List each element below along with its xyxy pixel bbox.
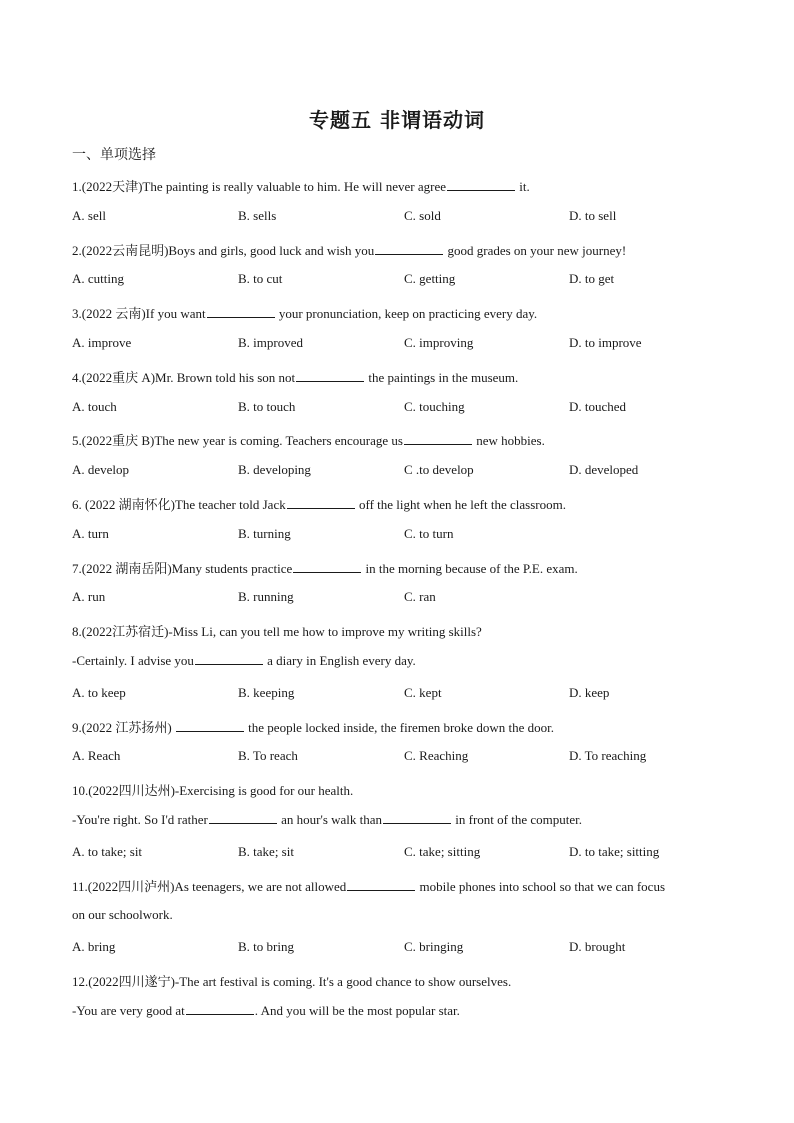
- option-c: C. bringing: [404, 939, 464, 955]
- answer-blank: [347, 879, 415, 891]
- question-10-line-1: [72, 780, 353, 799]
- option-a: A. to take; sit: [72, 843, 143, 859]
- option-b: B. take; sit: [238, 843, 294, 859]
- question-text: . And you will be the most popular star.: [254, 1002, 460, 1018]
- option-a: A. run: [72, 589, 106, 605]
- answer-blank: [207, 306, 275, 318]
- option-b: B. turning: [238, 525, 291, 541]
- question-text: on our schoolwork.: [72, 907, 173, 923]
- question-text: the paintings in the museum.: [365, 369, 519, 385]
- question-text: 1.(2022天津)The painting is really valuable to him. He will never agree: [72, 179, 446, 194]
- question-text: in the morning because of the P.E. exam.: [362, 560, 578, 576]
- option-d: D. keep: [569, 684, 610, 700]
- question-text: 10.(2022四川达州)-Exercising is good for our health.: [72, 783, 354, 799]
- question-text: 12.(2022四川遂宁)-The art festival is coming. It's a good chance to show ourselves.: [72, 974, 512, 989]
- option-c: C. Reaching: [404, 748, 469, 764]
- question-2-options: [72, 271, 752, 289]
- option-a: A. touch: [72, 398, 117, 414]
- question-text: good grades on your new journey!: [444, 242, 627, 258]
- question-9-line-1: [72, 717, 554, 736]
- question-6-line-1: [72, 494, 566, 513]
- option-a: A. sell: [72, 207, 106, 223]
- option-b: B. to touch: [238, 398, 296, 414]
- question-text: a diary in English every day.: [263, 653, 416, 668]
- question-2-line-1: [72, 240, 626, 259]
- question-10-options: [72, 844, 752, 862]
- section-heading: 一、单项选择: [72, 147, 156, 163]
- question-8-line-2: [72, 653, 416, 669]
- question-5-line-1: [72, 430, 545, 449]
- question-text: mobile phones into school so that we can focus: [416, 878, 666, 894]
- answer-blank: [375, 243, 443, 255]
- question-7-options: [72, 589, 752, 607]
- question-text: 5.(2022重庆 B)The new year is coming. Teachers encourage us: [72, 433, 403, 449]
- question-text: 8.(2022江苏宿迁)-Miss Li, can you tell me how to improve my writing skills?: [72, 624, 482, 640]
- question-6-options: [72, 526, 752, 544]
- question-5-options: [72, 462, 752, 480]
- question-4-line-1: [72, 367, 518, 386]
- option-a: A. Reach: [72, 748, 121, 764]
- answer-blank: [383, 812, 451, 824]
- question-text: the people locked inside, the firemen broke down the door.: [244, 719, 554, 735]
- question-11-options: [72, 939, 752, 957]
- question-text: -You're right. So I'd rather: [72, 812, 208, 827]
- option-a: A. bring: [72, 939, 116, 955]
- option-c: C .to develop: [404, 462, 474, 478]
- question-text: 3.(2022 云南)If you want: [72, 306, 206, 322]
- option-a: A. to keep: [72, 684, 126, 700]
- question-10-line-2: [72, 812, 582, 828]
- question-text: your pronunciation, keep on practicing every day.: [275, 306, 538, 322]
- option-a: A. cutting: [72, 271, 124, 287]
- question-text: off the light when he left the classroom.: [355, 497, 566, 512]
- question-12-line-1: [72, 971, 511, 990]
- answer-blank: [296, 370, 364, 382]
- option-c: C. touching: [404, 398, 465, 414]
- option-b: B. improved: [238, 335, 303, 350]
- option-b: B. developing: [238, 462, 311, 478]
- question-12-line-2: [72, 1003, 460, 1019]
- option-d: D. to sell: [569, 207, 617, 223]
- answer-blank: [404, 433, 472, 445]
- question-text: it.: [516, 179, 530, 194]
- question-9-options: [72, 748, 752, 766]
- option-c: C. getting: [404, 271, 456, 287]
- question-11-line-1: [72, 876, 665, 895]
- option-c: C. take; sitting: [404, 843, 481, 859]
- answer-blank: [209, 812, 277, 824]
- option-a: A. turn: [72, 525, 109, 541]
- option-d: D. to get: [569, 271, 615, 287]
- option-d: D. to improve: [569, 335, 642, 350]
- question-text: 7.(2022 湖南岳阳)Many students practice: [72, 560, 293, 576]
- option-c: C. sold: [404, 207, 441, 223]
- option-b: B. To reach: [238, 748, 298, 764]
- page-title: 专题五 非谓语动词: [309, 108, 485, 132]
- question-4-options: [72, 399, 752, 417]
- question-8-options: [72, 685, 752, 703]
- option-b: B. to bring: [238, 939, 294, 955]
- option-d: D. touched: [569, 398, 627, 414]
- question-3-options: [72, 335, 752, 353]
- option-d: D. brought: [569, 939, 626, 955]
- question-8-line-1: [72, 621, 482, 640]
- option-c: C. improving: [404, 335, 474, 350]
- option-b: B. keeping: [238, 684, 295, 700]
- answer-blank: [293, 561, 361, 573]
- question-text: -Certainly. I advise you: [72, 653, 194, 668]
- question-1-options: [72, 208, 752, 226]
- question-text: new hobbies.: [472, 433, 545, 449]
- option-d: D. To reaching: [569, 748, 647, 764]
- question-text: 6. (2022 湖南怀化)The teacher told Jack: [72, 497, 286, 512]
- question-7-line-1: [72, 558, 578, 577]
- question-text: -You are very good at: [72, 1002, 185, 1018]
- option-a: A. develop: [72, 462, 130, 478]
- option-b: B. running: [238, 589, 294, 605]
- question-11-line-2: [72, 907, 173, 923]
- option-b: B. to cut: [238, 271, 283, 287]
- question-text: 11.(2022四川泸州)As teenagers, we are not allowed: [72, 878, 347, 894]
- question-text: in front of the computer.: [452, 812, 582, 827]
- answer-blank: [287, 497, 355, 509]
- question-1-line-1: [72, 176, 530, 195]
- question-3-line-1: [72, 303, 537, 322]
- question-text: 9.(2022 江苏扬州): [72, 719, 175, 735]
- option-c: C. ran: [404, 589, 436, 605]
- option-b: B. sells: [238, 207, 277, 223]
- option-d: D. developed: [569, 462, 639, 478]
- question-text: 4.(2022重庆 A)Mr. Brown told his son not: [72, 369, 296, 385]
- option-d: D. to take; sitting: [569, 843, 660, 859]
- answer-blank: [176, 720, 244, 732]
- option-a: A. improve: [72, 335, 132, 350]
- answer-blank: [195, 653, 263, 665]
- option-c: C. kept: [404, 684, 442, 700]
- answer-blank: [447, 179, 515, 191]
- option-c: C. to turn: [404, 525, 454, 541]
- answer-blank: [186, 1003, 254, 1015]
- question-text: an hour's walk than: [277, 812, 383, 827]
- question-text: 2.(2022云南昆明)Boys and girls, good luck and wish you: [72, 242, 375, 258]
